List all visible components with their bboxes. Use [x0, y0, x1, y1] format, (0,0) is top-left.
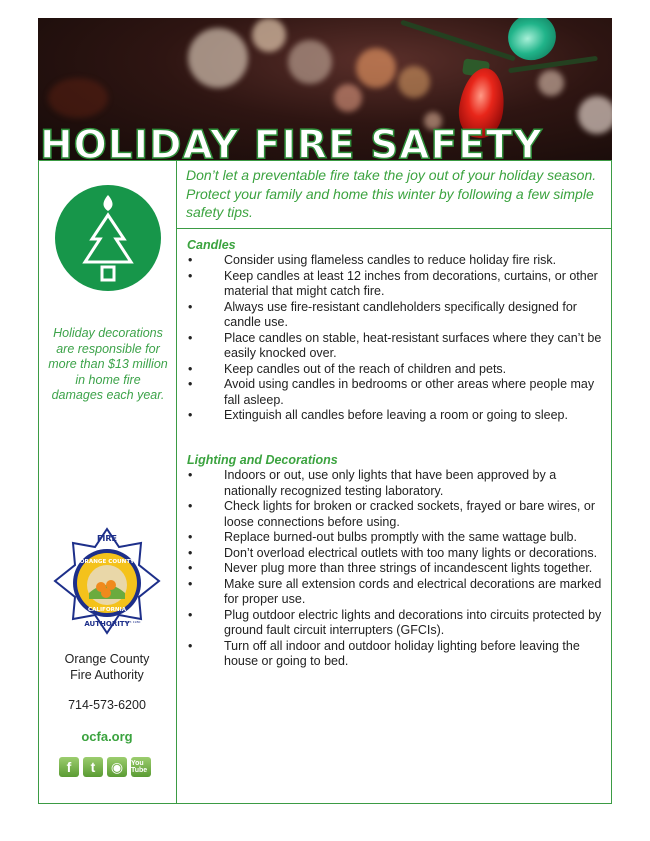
candles-heading: Candles [187, 238, 236, 252]
list-item: • Consider using flameless candles to reduce holiday fire risk. [186, 253, 608, 269]
camera-icon[interactable]: ◉ [107, 757, 127, 777]
list-item: • Check lights for broken or cracked sockets, frayed or bare wires, or loose connections before using. [186, 499, 608, 530]
list-item: • Avoid using candles in bedrooms or other areas where people may fall asleep. [186, 377, 608, 408]
list-item: • Turn off all indoor and outdoor holiday lighting before leaving the house or going to bed. [186, 639, 608, 670]
seal-fire-text: FIRE [96, 534, 118, 543]
seal-orange-county-text: ORANGE COUNTY [79, 559, 135, 565]
list-item: • Always use fire-resistant candleholders specifically designed for candle use. [186, 300, 608, 331]
list-item: • Keep candles at least 12 inches from decorations, curtains, or other material that might catch fire. [186, 269, 608, 300]
list-item: • Don’t overload electrical outlets with too many lights or decorations. [186, 546, 608, 562]
social-links [59, 757, 151, 777]
list-item: • Make sure all extension cords and electrical decorations are marked for proper use. [186, 577, 608, 608]
list-item: • Extinguish all candles before leaving a room or going to sleep. [186, 408, 608, 424]
list-item: • Indoors or out, use only lights that have been approved by a nationally recognized testing laboratory. [186, 468, 608, 499]
intro-text: Don’t let a preventable fire take the joy out of your holiday season. Protect your family and home this winter by following a few simple safety tips. [186, 167, 597, 220]
lighting-tips-list [186, 468, 608, 670]
seal-est-text: EST. 1980 [125, 620, 141, 624]
candles-tips-list [186, 253, 608, 424]
intro-divider [176, 228, 611, 229]
list-item: • Keep candles out of the reach of children and pets. [186, 362, 608, 378]
seal-california-text: CALIFORNIA [87, 607, 127, 613]
list-item: • Replace burned-out bulbs promptly with the same wattage bulb. [186, 530, 608, 546]
phone-number: 714-573-6200 [68, 698, 146, 712]
seal-authority-text: AUTHORITY [84, 620, 130, 628]
org-name-line1: Orange County [64, 652, 150, 666]
list-item: • Plug outdoor electric lights and decorations into circuits protected by ground fault circuit interrupters (GFCIs). [186, 608, 608, 639]
twitter-icon[interactable]: t [83, 757, 103, 777]
christmas-tree-icon [55, 185, 161, 291]
ocfa-seal-logo [53, 527, 161, 635]
facebook-icon[interactable]: f [59, 757, 79, 777]
tree-badge [55, 185, 161, 291]
list-item: • Never plug more than three strings of incandescent lights together. [186, 561, 608, 577]
org-name [40, 651, 174, 683]
website-link[interactable]: ocfa.org [81, 729, 133, 744]
org-name-line2: Fire Authority [70, 668, 144, 682]
youtube-icon[interactable]: You Tube [131, 757, 151, 777]
page-title: HOLIDAY FIRE SAFETY [40, 123, 543, 168]
lighting-heading: Lighting and Decorations [187, 453, 338, 467]
fire-damage-stat: Holiday decorations are responsible for more than $13 million in home fire damages each year. [48, 326, 168, 402]
list-item: • Place candles on stable, heat-resistant surfaces where they can’t be easily knocked over. [186, 331, 608, 362]
